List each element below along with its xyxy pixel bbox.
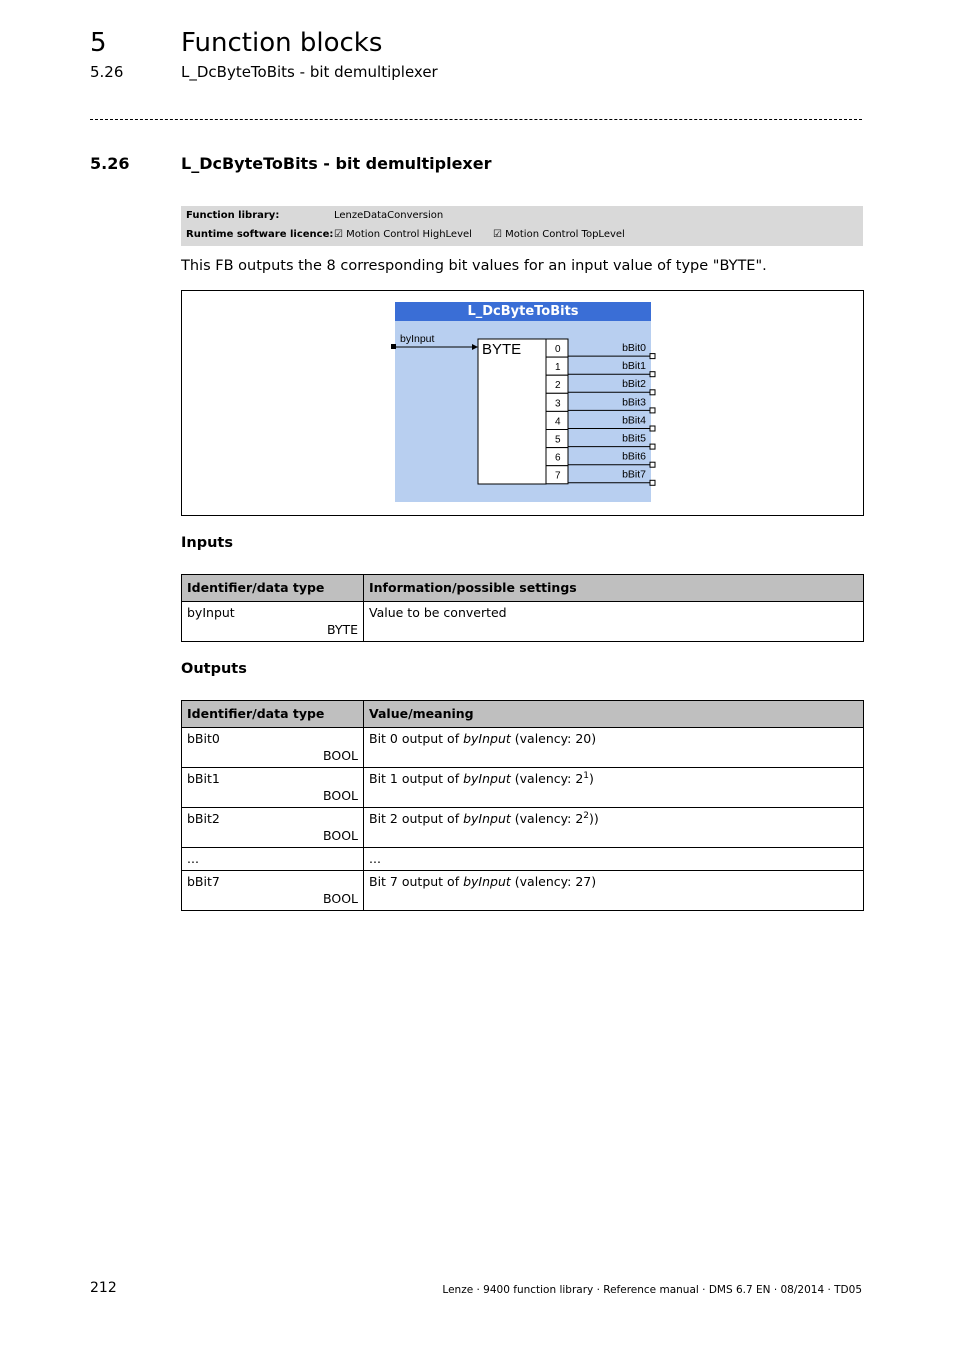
value-text (369, 871, 858, 889)
output-terminal (650, 354, 655, 359)
intro-paragraph: This FB outputs the 8 corresponding bit values for an input value of type "BYTE". (181, 258, 767, 274)
function-block-diagram (181, 290, 864, 516)
bit-index-label: 5 (555, 434, 561, 446)
output-label: bBit7 (622, 468, 646, 481)
value-cell (364, 808, 864, 848)
licence-label: Runtime software licence: (186, 229, 334, 240)
identifier-cell (182, 871, 364, 911)
inputs-header-info: Information/possible settings (364, 575, 864, 602)
bit-index-label: 2 (555, 380, 561, 392)
output-terminal (650, 480, 655, 485)
output-label: bBit3 (622, 396, 646, 409)
licence-highlevel: ☑ Motion Control HighLevel (334, 229, 472, 240)
value-prefix: Bit 1 output of (369, 771, 464, 787)
identifier-name: bBit1 (187, 771, 220, 786)
bit-index-label: 7 (555, 470, 561, 482)
table-row (182, 871, 864, 911)
byte-block (478, 339, 546, 484)
value-text (369, 728, 858, 746)
data-type: BOOL (323, 891, 358, 906)
bit-index-label: 0 (555, 344, 561, 355)
value-cell (364, 768, 864, 808)
outputs-caption: Outputs (181, 661, 247, 677)
bit-index-label: 3 (555, 398, 561, 410)
variable-name: byInput (463, 731, 511, 747)
output-terminal (650, 444, 655, 449)
outputs-table (181, 700, 864, 911)
value-valency: (valency: 2 (510, 731, 584, 747)
library-value: LenzeDataConversion (334, 210, 444, 221)
variable-name: byInput (463, 771, 511, 787)
value-suffix: )) (589, 811, 599, 827)
value-prefix: ... (369, 851, 381, 867)
identifier-cell (182, 602, 364, 642)
identifier-name: bBit0 (187, 731, 220, 746)
footer-text: Lenze · 9400 function library · Reference manual · DMS 6.7 EN · 08/2014 · TD05 (442, 1284, 862, 1296)
chapter-title: Function blocks (181, 28, 383, 58)
input-label: byInput (400, 333, 435, 345)
value-cell (364, 728, 864, 768)
table-row (182, 848, 864, 871)
output-terminal (650, 372, 655, 377)
value-text (369, 848, 858, 866)
output-label: bBit1 (622, 360, 646, 373)
subchapter-number: 5.26 (90, 63, 124, 81)
inputs-header-identifier: Identifier/data type (182, 575, 364, 602)
bit-index-label: 1 (555, 362, 561, 374)
library-info-box (181, 206, 863, 246)
output-terminal (650, 426, 655, 431)
valency-exponent: 2 (583, 811, 590, 821)
output-terminal (650, 462, 655, 467)
value-suffix: 0) (583, 731, 597, 747)
section-number: 5.26 (90, 154, 130, 173)
outputs-header-identifier: Identifier/data type (182, 701, 364, 728)
identifier-name: bBit7 (187, 874, 220, 889)
section-title: L_DcByteToBits - bit demultiplexer (181, 154, 492, 173)
value-suffix: 7) (583, 874, 597, 890)
bit-index-label: 4 (555, 416, 561, 428)
identifier-cell (182, 848, 364, 871)
identifier-cell (182, 808, 364, 848)
identifier-name: byInput (187, 605, 235, 620)
byte-label: BYTE (482, 341, 522, 358)
input-terminal (391, 344, 396, 349)
info-cell (364, 602, 864, 642)
table-row (182, 602, 864, 642)
info-text: Value to be converted (369, 605, 507, 620)
fb-title: L_DcByteToBits (395, 302, 651, 321)
value-prefix: Bit 2 output of (369, 811, 464, 827)
bit-index-label: 6 (555, 452, 561, 464)
value-cell (364, 848, 864, 871)
data-type: BOOL (323, 748, 358, 763)
value-text (369, 768, 858, 786)
output-label: bBit6 (622, 450, 646, 463)
variable-name: byInput (463, 811, 511, 827)
value-valency: (valency: 2 (510, 874, 584, 890)
value-suffix: ) (589, 771, 594, 787)
output-label: bBit4 (622, 414, 646, 427)
identifier-name: bBit2 (187, 811, 220, 826)
data-type: BYTE (326, 622, 358, 637)
table-row (182, 728, 864, 768)
header-divider (90, 119, 862, 120)
data-type: BOOL (323, 828, 358, 843)
data-type: BOOL (323, 788, 358, 803)
licence-toplevel: ☑ Motion Control TopLevel (493, 229, 625, 240)
outputs-header-value: Value/meaning (364, 701, 864, 728)
output-label: bBit5 (622, 432, 646, 445)
output-label: bBit0 (622, 342, 646, 354)
identifier-name: ... (187, 851, 199, 866)
value-cell (364, 871, 864, 911)
table-row (182, 768, 864, 808)
value-text (369, 808, 858, 826)
fb-diagram-svg (182, 291, 863, 515)
identifier-cell (182, 728, 364, 768)
input-arrow (472, 344, 478, 350)
library-label: Function library: (186, 210, 280, 221)
page-number: 212 (90, 1280, 117, 1296)
inputs-table (181, 574, 864, 642)
identifier-cell (182, 768, 364, 808)
table-row (182, 808, 864, 848)
output-terminal (650, 408, 655, 413)
inputs-caption: Inputs (181, 535, 233, 551)
value-valency: (valency: 2 (510, 811, 584, 827)
subchapter-title: L_DcByteToBits - bit demultiplexer (181, 63, 438, 81)
chapter-number: 5 (90, 28, 107, 58)
output-terminal (650, 390, 655, 395)
value-prefix: Bit 7 output of (369, 874, 464, 890)
variable-name: byInput (463, 874, 511, 890)
output-label: bBit2 (622, 378, 646, 391)
valency-exponent: 1 (583, 771, 590, 781)
value-prefix: Bit 0 output of (369, 731, 464, 747)
value-valency: (valency: 2 (510, 771, 584, 787)
